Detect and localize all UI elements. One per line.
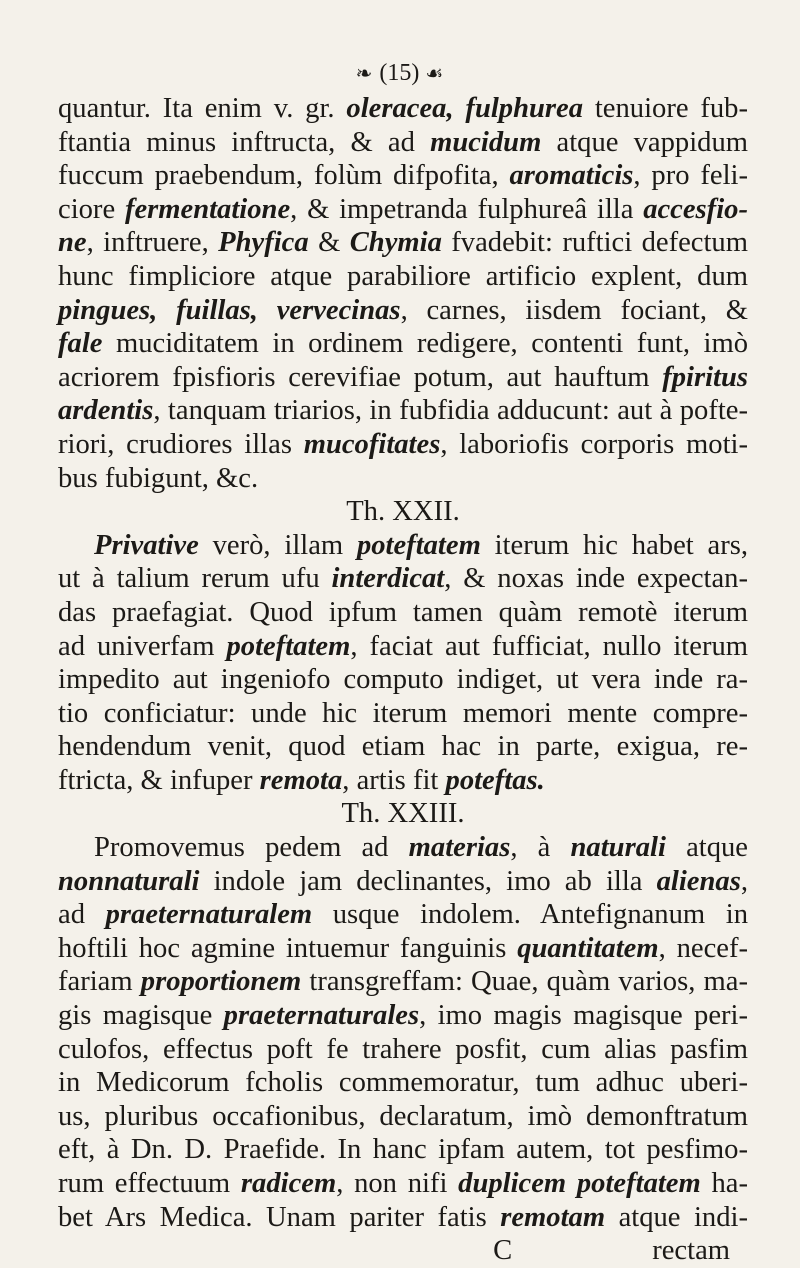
text-run: impedito aut ingeniofo computo indiget, ut vera inde ra- [58,664,748,696]
text-run: das praefagiat. Quod ipfum tamen quàm remotè iterum [58,596,748,628]
text-run: , non nifi [336,1168,459,1199]
text-run: , faciat aut fufficiat, nullo iterum [350,630,749,662]
text-run: atque vappidum [541,126,748,158]
text-line [58,226,748,260]
section-heading [58,797,748,831]
text-run: , carnes, iisdem fociant, & [400,294,749,326]
text-line [58,394,748,428]
text-run: ad [58,899,106,931]
text-run: usque indolem. Antefignanum in [312,899,748,931]
emphasis: mucofitates [303,428,441,460]
text-run: eft, à Dn. D. Praefide. In hanc ipfam autem, tot pesfimo- [58,1134,748,1166]
text-run: atque [665,832,748,864]
emphasis: remota [259,764,343,796]
text-run: hunc fimpliciore atque parabiliore artificio explent, dum [58,260,748,292]
text-line [58,999,748,1033]
emphasis: poteftas. [445,764,545,796]
text-line [58,932,748,966]
text-run: atque indi- [605,1201,748,1233]
text-line [58,663,748,697]
text-run: Promovemus pedem ad [94,832,409,864]
ornament-left-icon: ❧ [355,63,374,85]
text-line [58,865,748,899]
text-run: , laboriofis corporis moti- [440,428,748,460]
emphasis: Privative [94,529,199,561]
emphasis: nonnaturali [58,865,200,897]
emphasis: remotam [500,1201,606,1233]
emphasis: fale [58,328,103,360]
text-run: tio conficiatur: unde hic iterum memori mente compre- [58,697,748,729]
text-line [58,462,748,496]
text-run: , & noxas inde expectan- [444,563,748,595]
emphasis: fpiritus [662,361,748,393]
text-run: fariam [58,966,141,998]
emphasis: aromaticis [509,160,634,192]
emphasis: mucidum [430,126,542,158]
text-line [58,294,748,328]
section-heading [58,495,748,529]
emphasis: ne [58,227,87,259]
text-run: , artis fit [342,764,446,796]
page-header [0,60,800,87]
text-run: Th. XXII. [346,496,460,528]
text-run: , à [510,832,571,864]
emphasis: poteftatem [356,529,481,561]
emphasis: praeternaturales [223,1000,420,1032]
body-text [58,92,748,1268]
emphasis: quantitatem [517,932,659,964]
text-line [58,529,748,563]
text-line [58,260,748,294]
text-line [58,1167,748,1201]
text-run: & [308,227,350,259]
ornament-right-icon: ☙ [425,63,445,85]
text-line [58,159,748,193]
emphasis: Phyfica [218,227,309,259]
text-run: quantur. Ita enim v. gr. [58,93,347,124]
emphasis: naturali [570,832,666,864]
emphasis: Chymia [349,227,442,259]
text-line [58,562,748,596]
emphasis: duplicem poteftatem [458,1168,701,1199]
text-run: acriorem fpisfioris cerevifiae potum, aut hauftum [58,361,663,393]
text-run: hoftili hoc agmine intuemur fanguinis [58,932,518,964]
page-number: (15) [379,60,420,86]
text-line [58,1133,748,1167]
text-line [58,697,748,731]
text-line [58,1033,748,1067]
text-line [58,630,748,664]
text-run: indole jam declinantes, imo ab illa [199,865,657,897]
text-run: riori, crudiores illas [58,428,304,460]
emphasis: ardentis [58,395,154,427]
text-run: transgreffam: Quae, quàm varios, ma- [301,966,748,998]
text-line [58,831,748,865]
text-run: fvadebit: ruftici defectum [441,227,748,259]
text-run: rum effectuum [58,1168,241,1199]
emphasis: poteftatem [226,630,351,662]
text-run: , imo magis magisque peri- [419,1000,748,1032]
emphasis: pingues, fuillas, vervecinas [58,294,401,326]
text-run: ad univerfam [58,630,227,662]
text-line [58,92,748,126]
text-run: , pro feli- [633,160,748,192]
emphasis: materias [408,832,511,864]
emphasis: alienas [656,865,741,897]
text-run: verò, illam [198,529,357,561]
text-run: hendendum venit, quod etiam hac in parte, exigua, re- [58,731,748,763]
page-footer [58,1234,748,1268]
text-run: tenuiore fub- [583,93,749,124]
text-run: , tanquam triarios, in fubfidia adducunt: aut à pofte- [153,395,748,427]
text-run: in Medicorum fcholis commemoratur, tum adhuc uberi- [58,1067,748,1099]
text-run: iterum hic habet ars, [480,529,748,561]
text-run: bus fubigunt, &c. [58,462,259,494]
text-line [58,428,748,462]
emphasis: interdicat [331,563,445,595]
emphasis: oleracea, fulphurea [346,93,584,124]
text-run: culofos, effectus poft fe trahere posfit, cum alias pasfim [58,1033,748,1065]
text-line [58,361,748,395]
text-run: muciditatem in ordinem redigere, contenti funt, imò [102,328,748,360]
text-line [58,126,748,160]
text-line [58,965,748,999]
text-line [58,1100,748,1134]
emphasis: radicem [240,1168,337,1199]
text-run: , inftruere, [86,227,219,259]
text-run: Th. XXIII. [341,798,465,830]
emphasis: praeternaturalem [105,899,313,931]
text-line [58,596,748,630]
text-line [58,327,748,361]
text-run: , necef- [658,932,748,964]
text-line [58,1201,748,1235]
text-line [58,898,748,932]
text-run: us, pluribus occafionibus, declaratum, imò demonftratum [58,1100,748,1132]
text-run: ftricta, & infuper [58,764,260,796]
text-run: ut à talium rerum ufu [58,563,332,595]
emphasis: fermentatione [124,193,291,225]
catchword: rectam [652,1235,730,1267]
text-line [58,764,748,798]
emphasis: proportionem [140,966,302,998]
text-line [58,1066,748,1100]
text-run: ha- [700,1168,748,1199]
text-run: bet Ars Medica. Unam pariter fatis [58,1201,501,1233]
text-run: , & impetranda fulphureâ illa [290,193,644,225]
text-run: ciore [58,193,125,225]
text-run: , [740,865,748,897]
text-run: fuccum praebendum, folùm difpofita, [58,160,510,192]
text-run: gis magisque [58,1000,224,1032]
text-line [58,730,748,764]
text-line [58,193,748,227]
emphasis: accesfio- [643,193,748,225]
signature-mark: C [493,1235,513,1267]
text-run: ftantia minus inftructa, & ad [58,126,431,158]
